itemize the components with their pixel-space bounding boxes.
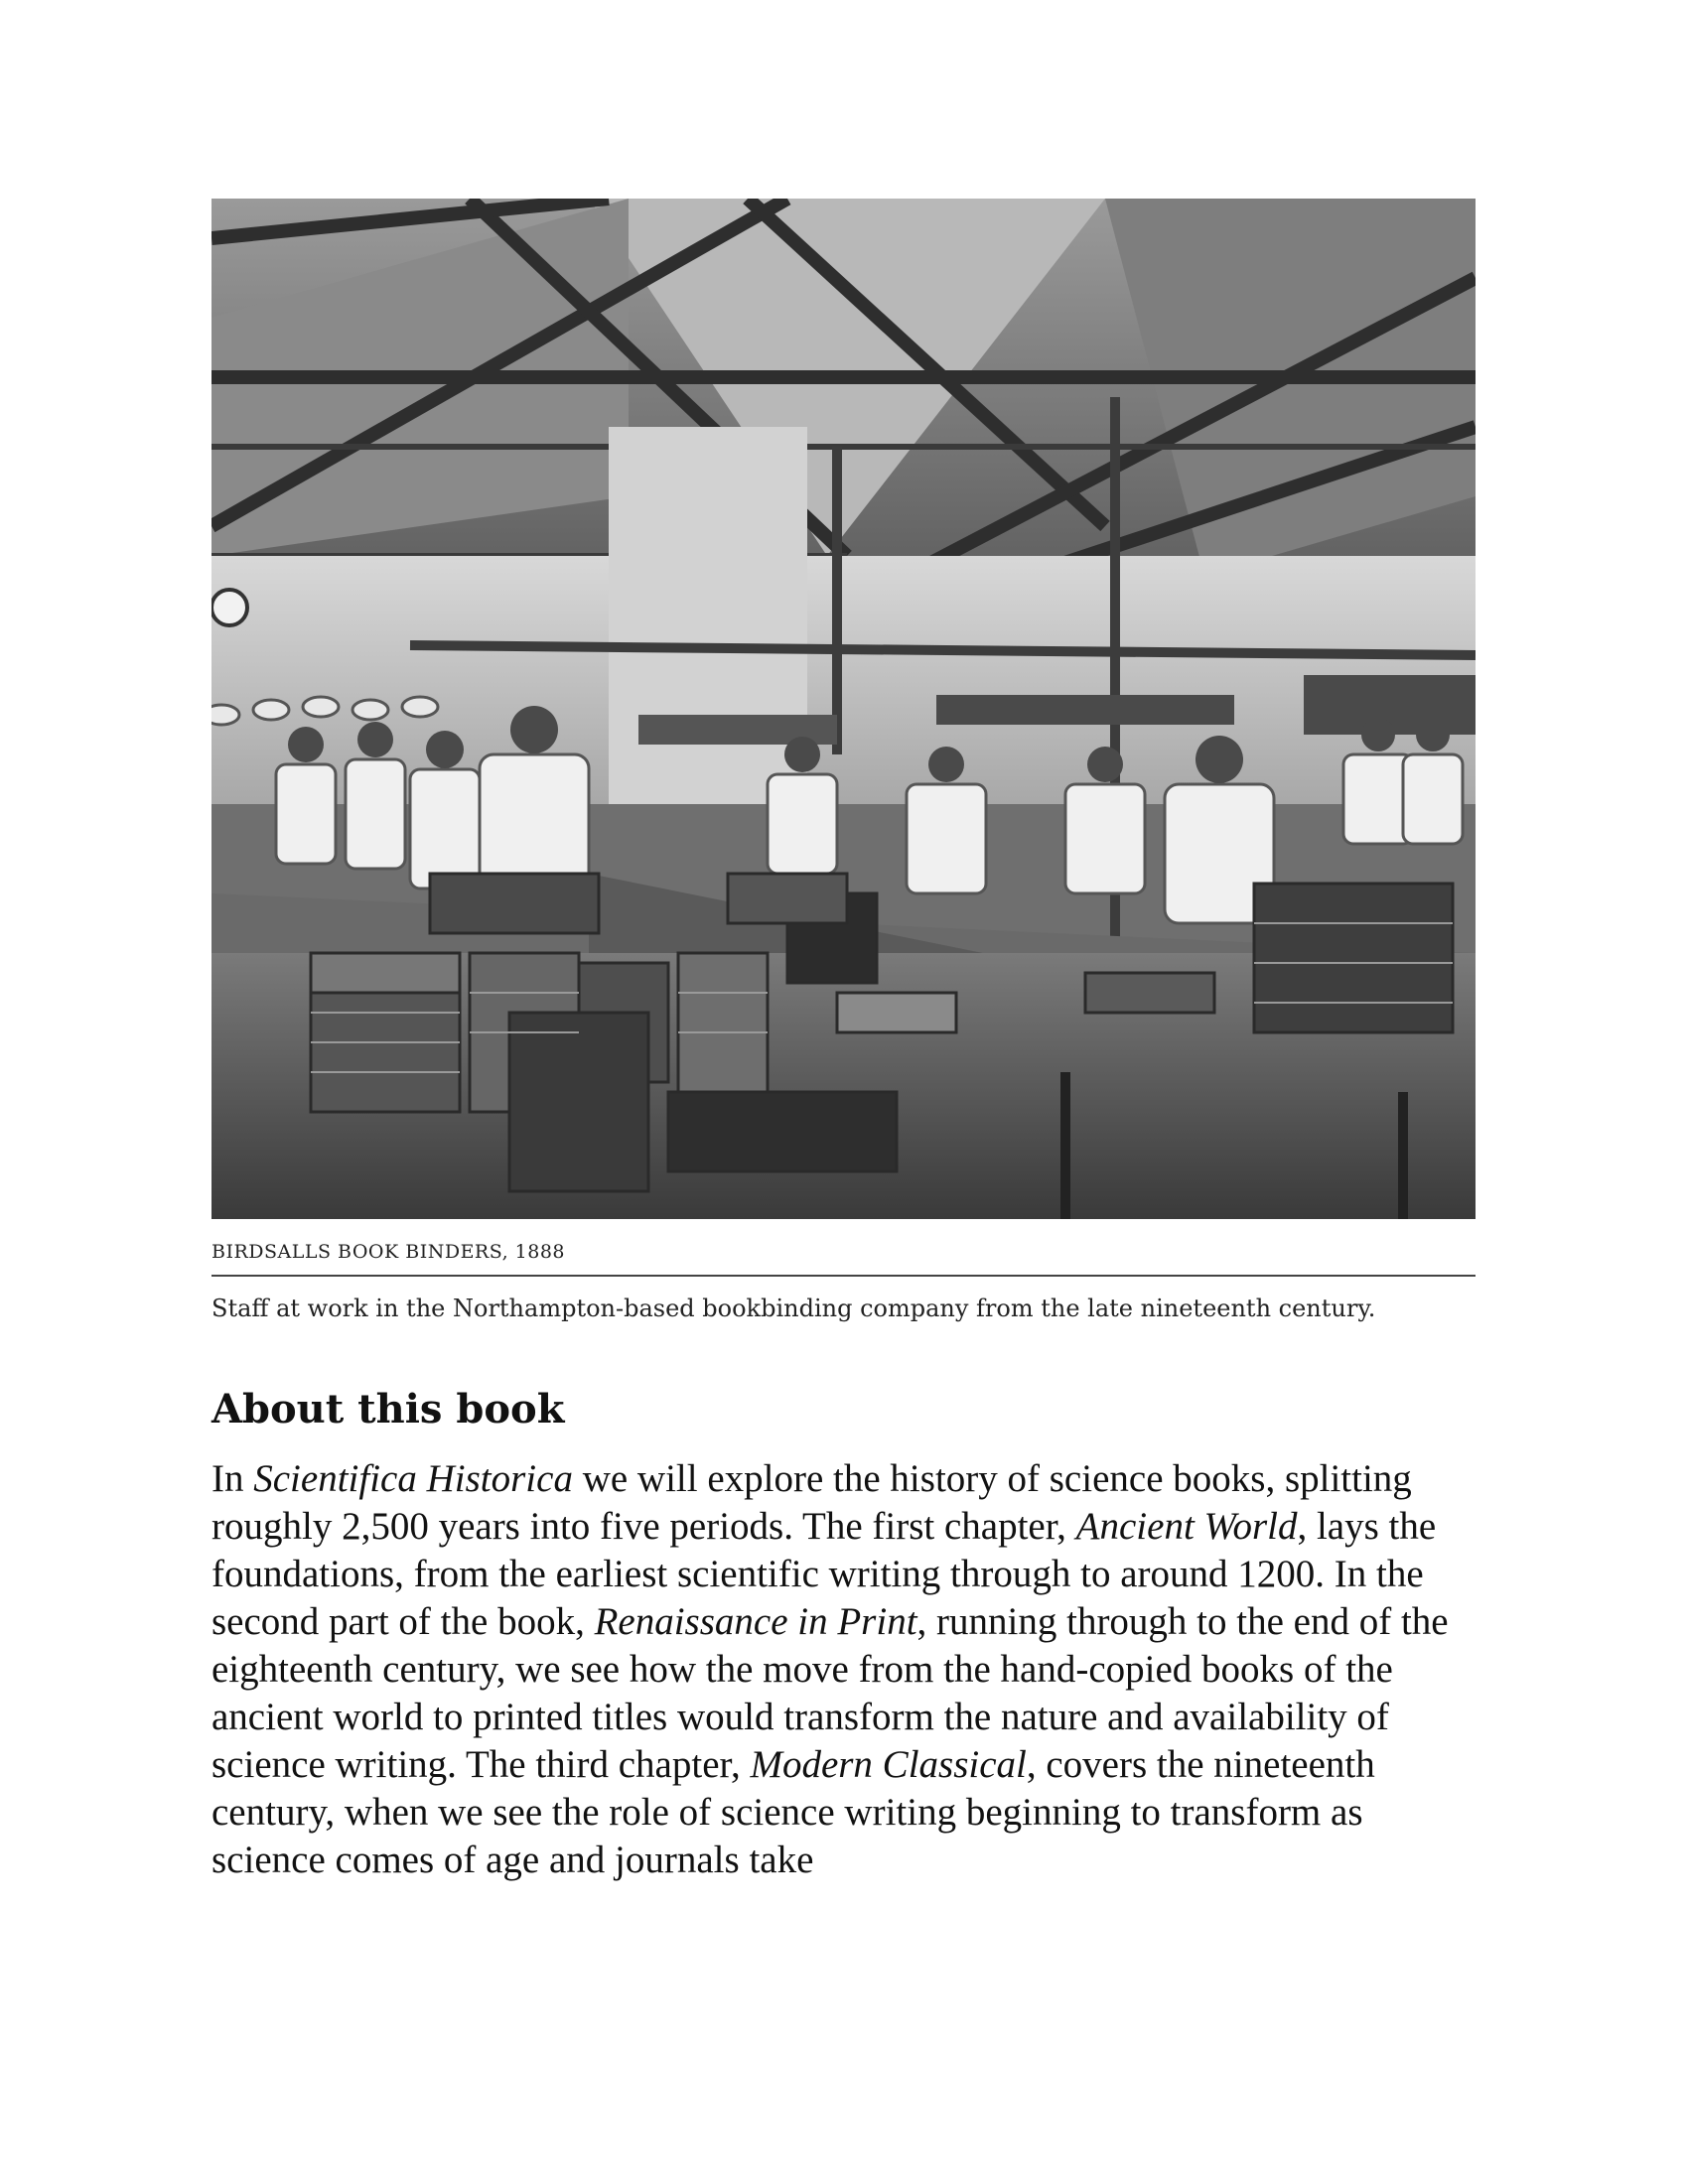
figure-caption-title: BIRDSALLS BOOK BINDERS, 1888 <box>211 1241 566 1263</box>
chapter-title-italic: Renaissance in Print <box>594 1600 917 1643</box>
photo-icon <box>211 199 1476 1219</box>
book-title-italic: Scientifica Historica <box>253 1457 573 1500</box>
paragraph-run: we will explore the history of science books, splitting roughly 2,500 years into five periods. The first chapter, <box>211 1457 1412 1548</box>
paragraph-run: , lays the foundations, from the earliest scientific writing through to around 1200. In the second part of the book, <box>211 1505 1437 1643</box>
section-heading: About this book <box>211 1386 565 1433</box>
figure-caption-text: Staff at work in the Northampton-based bookbinding company from the late nineteenth century. <box>211 1295 1376 1322</box>
caption-divider <box>211 1275 1476 1277</box>
chapter-title-italic: Modern Classical <box>750 1743 1027 1786</box>
chapter-title-italic: Ancient World <box>1075 1505 1298 1548</box>
bookbinders-photo <box>211 199 1476 1219</box>
page <box>211 199 1476 1884</box>
paragraph-run: , covers the nineteenth century, when we see the role of science writing beginning to transform as science comes of age and journals take <box>211 1743 1375 1881</box>
paragraph-run: , running through to the end of the eighteenth century, we see how the move from the hand-copied books of the ancient world to printed titles would transform the nature and availability of science writing. The third chapter, <box>211 1600 1449 1786</box>
section-paragraph <box>211 1455 1476 1884</box>
paragraph-run: In <box>211 1457 254 1500</box>
